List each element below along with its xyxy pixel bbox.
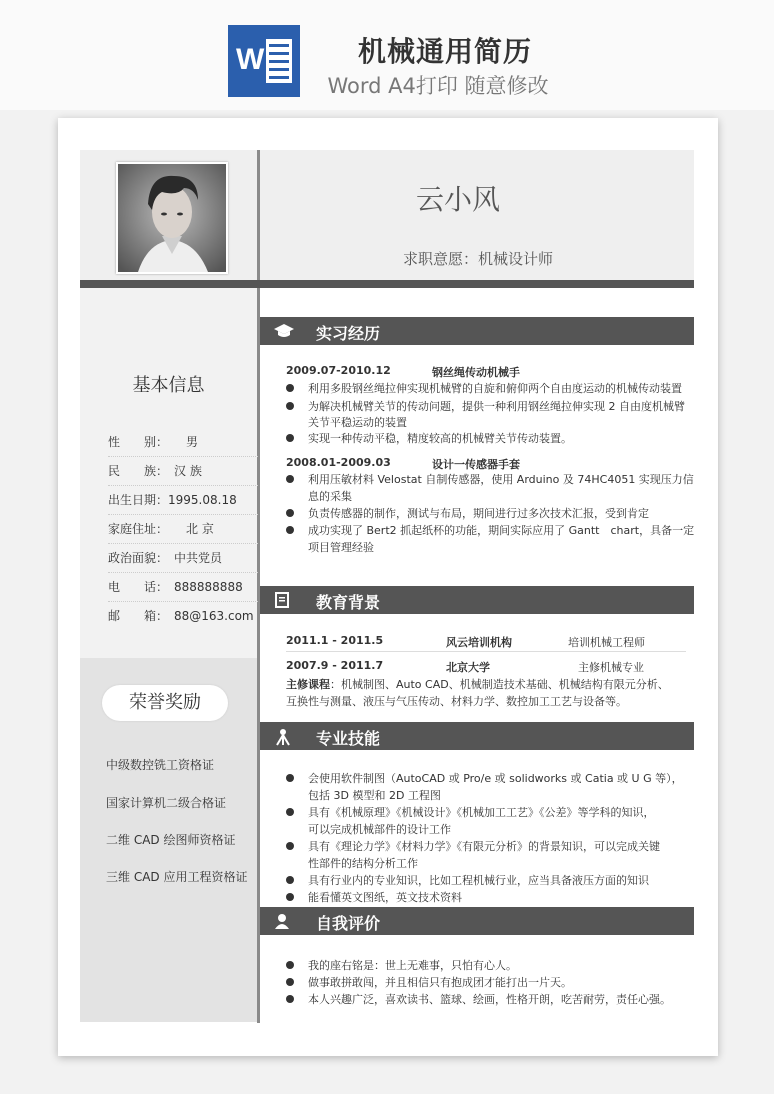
job-point: 关节平稳运动的装置 [308, 416, 407, 429]
section-title: 专业技能 [316, 729, 381, 748]
edu-period: 2007.9 - 2011.7 [286, 659, 384, 672]
divider [286, 651, 686, 652]
person-icon [274, 913, 292, 929]
bullet-icon [286, 774, 294, 782]
edu-school: 北京大学 [446, 661, 490, 674]
skill-line: 具有行业内的专业知识，比如工程机械行业，应当具备液压方面的知识 [308, 874, 649, 887]
bullet-icon [286, 526, 294, 534]
top-banner [0, 0, 774, 110]
info-political: 政治面貌： 中共党员 [108, 544, 258, 573]
resume-page [58, 118, 718, 1056]
info-phone: 电 话： 888888888 [108, 573, 258, 602]
skill-line: 会使用软件制图（AutoCAD 或 Pro/e 或 solidworks 或 Catia 或 U G 等）， [308, 772, 683, 785]
bullet-icon [286, 475, 294, 483]
skill-line: 具有《机械原理》《机械设计》《机械加工工艺》《公差》等学科的知识， [308, 806, 655, 819]
bullet-icon [286, 384, 294, 392]
bullet-icon [286, 893, 294, 901]
honor-item: 中级数控铣工资格证 [106, 758, 215, 772]
candidate-name: 云小风 [415, 183, 500, 216]
bullet-icon [286, 961, 294, 969]
job-period: 2009.07-2010.12 [286, 364, 391, 377]
section-skills [260, 722, 694, 750]
self-point: 本人兴趣广泛，喜欢读书、篮球、绘画，性格开朗，吃苦耐劳，责任心强。 [308, 993, 671, 1006]
section-self-evaluation [260, 907, 694, 935]
edu-courses-cont: 互换性与测量、液压与气压传动、材料力学、数控加工工艺与设备等。 [286, 695, 627, 708]
bullet-icon [286, 402, 294, 410]
courses-label: 主修课程 [286, 678, 330, 691]
self-point: 我的座右铭是：世上无难事，只怕有心人。 [308, 959, 517, 972]
graduation-cap-icon [274, 323, 292, 339]
edu-courses [286, 676, 669, 692]
bullet-icon [286, 808, 294, 816]
word-logo-letter: W [236, 43, 265, 76]
job-point: 实现一种传动平稳，精度较高的机械臂关节传动装置。 [308, 432, 572, 445]
job-intent: 求职意愿：机械设计师 [402, 250, 553, 268]
bullet-icon [286, 978, 294, 986]
edu-major: 主修机械专业 [578, 661, 644, 674]
section-title: 自我评价 [316, 914, 381, 933]
job-period: 2008.01-2009.03 [286, 456, 391, 469]
bullet-icon [286, 434, 294, 442]
info-ethnicity: 民 族： 汉 族 [108, 457, 258, 486]
section-internship [260, 317, 694, 345]
banner-title: 机械通用简历 [357, 35, 532, 68]
skill-line: 可以完成机械部件的设计工作 [308, 823, 451, 836]
edu-period: 2011.1 - 2011.5 [286, 634, 384, 647]
skill-line: 性部件的结构分析工作 [308, 857, 418, 870]
honor-item: 国家计算机二级合格证 [106, 796, 227, 810]
header-divider [80, 280, 694, 288]
info-address: 家庭住址： 北 京 [108, 515, 258, 544]
edu-school: 风云培训机构 [446, 636, 512, 649]
job-point: 成功实现了 Bert2 抓起纸杯的功能，期间实际应用了 Gantt chart，具备一定 [308, 524, 695, 537]
job-role: 设计一传感器手套 [432, 458, 520, 471]
bullet-icon [286, 842, 294, 850]
word-logo-icon [228, 25, 300, 97]
avatar [116, 162, 228, 274]
section-education [260, 586, 694, 614]
job-point: 负责传感器的制作，测试与布局，期间进行过多次技术汇报，受到肯定 [308, 507, 649, 520]
skill-line: 包括 3D 模型和 2D 工程图 [308, 789, 441, 802]
honor-item: 二维 CAD 绘图师资格证 [106, 833, 236, 847]
honor-item: 三维 CAD 应用工程资格证 [106, 870, 248, 884]
banner-subtitle: Word A4打印 随意修改 [327, 74, 549, 98]
surveying-tripod-icon [274, 728, 292, 744]
skill-line: 能看懂英文图纸，英文技术资料 [308, 891, 462, 904]
skill-line: 具有《理论力学》《材料力学》《有限元分析》的背景知识，可以完成关键 [308, 840, 660, 853]
section-title: 教育背景 [316, 593, 381, 612]
info-email: 邮 箱： 88@163.com [108, 609, 254, 623]
bullet-icon [286, 995, 294, 1003]
job-point: 利用多股钢丝绳拉伸实现机械臂的自旋和俯仰两个自由度运动的机械传动装置 [308, 382, 682, 395]
document-icon [274, 592, 292, 608]
bullet-icon [286, 509, 294, 517]
job-point: 项目管理经验 [308, 541, 374, 554]
courses-text: ：机械制图、Auto CAD、机械制造技术基础、机械结构有限元分析、 [330, 678, 669, 691]
honors-heading: 荣誉奖励 [102, 685, 228, 721]
job-role: 钢丝绳传动机械手 [432, 366, 520, 379]
job-point: 息的采集 [308, 490, 352, 503]
self-point: 做事敢拼敢闯，并且相信只有抱成团才能打出一片天。 [308, 976, 572, 989]
info-gender: 性 别： 男 [108, 428, 258, 457]
section-title: 实习经历 [316, 324, 381, 343]
job-point: 利用压敏材料 Velostat 自制传感器，使用 Arduino 及 74HC4051 实现压力信 [308, 473, 694, 486]
basic-info-heading: 基本信息 [132, 375, 205, 396]
job-point: 为解决机械臂关节的传动问题，提供一种利用钢丝绳拉伸实现 2 自由度机械臂 [308, 400, 685, 413]
bullet-icon [286, 876, 294, 884]
info-birthdate: 出生日期：1995.08.18 [108, 486, 258, 515]
edu-major: 培训机械工程师 [568, 636, 645, 649]
